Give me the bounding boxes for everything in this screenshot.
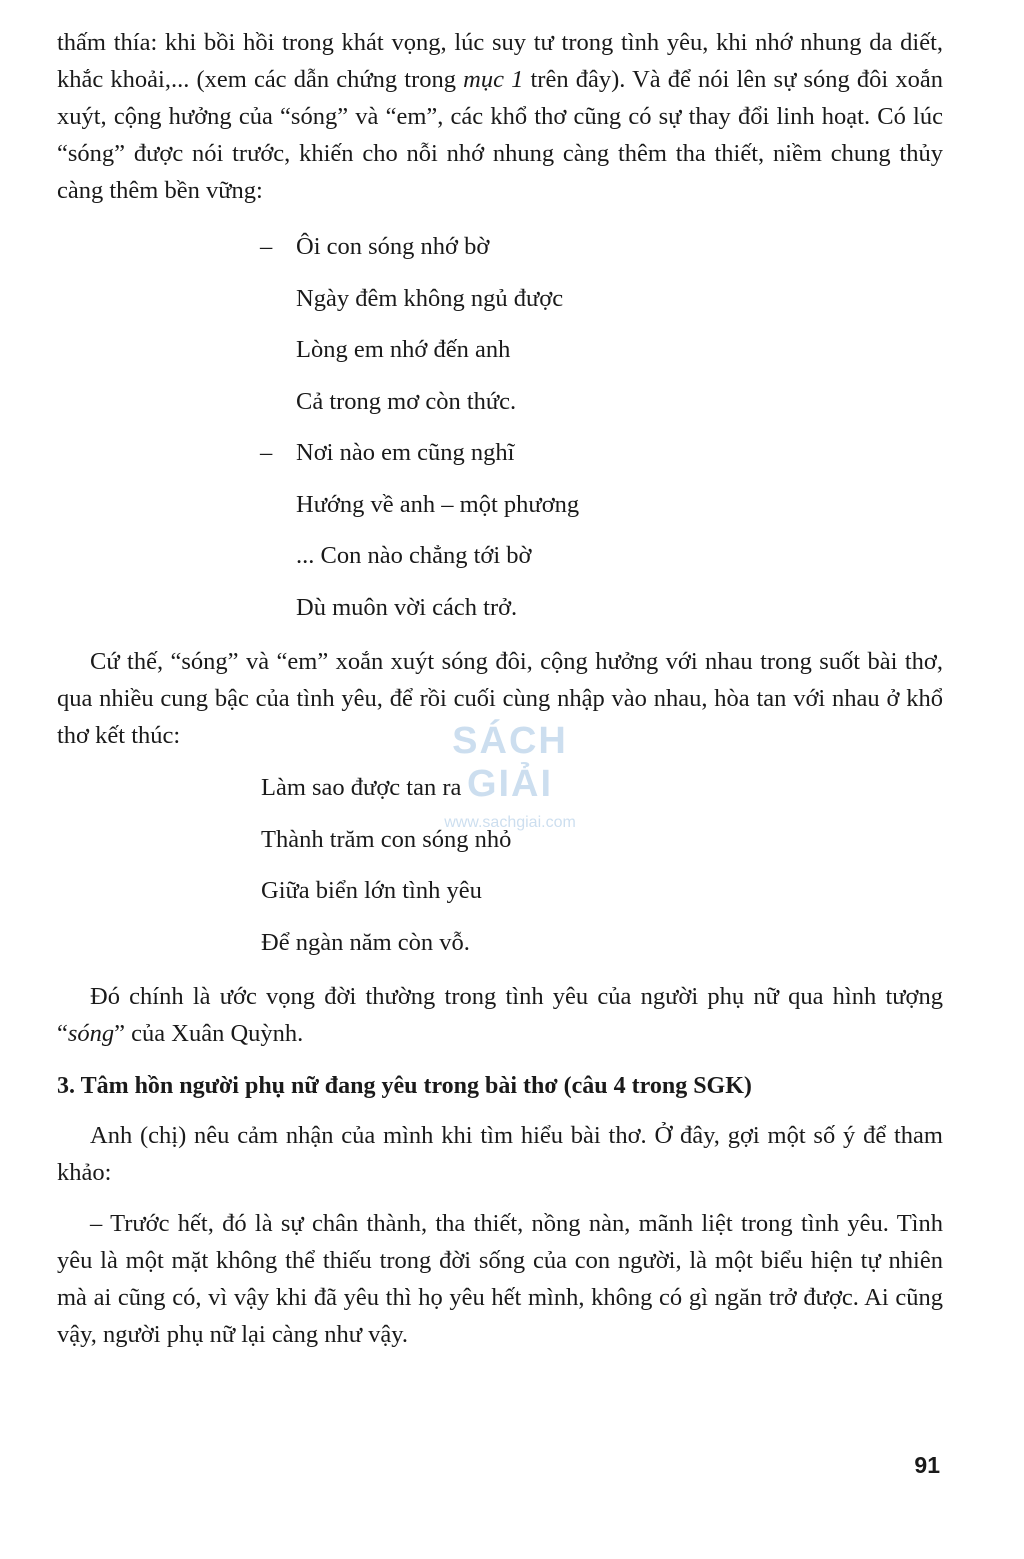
- poem-line: [296, 582, 943, 634]
- poem-line: [260, 221, 943, 273]
- paragraph-conclusion-text-b: ” của Xuân Quỳnh.: [114, 1020, 304, 1047]
- poem-line-text: Ngày đêm không ngủ được: [296, 284, 564, 312]
- poem-line: Để ngàn năm còn vỗ.: [261, 928, 470, 956]
- paragraph-point-1: – Trước hết, đó là sự chân thành, tha thiết, nồng nàn, mãnh liệt trong tình yêu. Tình yêu là một mặt không thể thiếu trong đời sống của con người, là một biểu hiện tự nhiên mà ai cũng có, vì vậy khi đã yêu thì họ yêu hết mình, không có gì ngăn trở được. Ai cũng vậy, người phụ nữ lại càng như vậy.: [57, 1210, 943, 1348]
- poem-line: Giữa biển lớn tình yêu: [261, 877, 482, 904]
- poem-line: [296, 530, 943, 582]
- paragraph-prompt: Anh (chị) nêu cảm nhận của mình khi tìm hiểu bài thơ. Ở đây, gợi một số ý để tham khảo:: [57, 1122, 943, 1186]
- paragraph-conclusion-emphasis: sóng: [67, 1020, 115, 1047]
- paragraph-conclusion-text-a: Đó chính là ước vọng đời thường trong tình yêu của người phụ nữ qua hình tượng “: [57, 983, 943, 1047]
- poem-line-text: Cả trong mơ còn thức.: [296, 387, 517, 415]
- poem-line-text: Lòng em nhớ đến anh: [296, 336, 511, 363]
- poem-line: [296, 479, 943, 531]
- watermark-logo: SÁCH GIẢI: [452, 720, 568, 805]
- poem-line-text: Ôi con sóng nhớ bờ: [296, 233, 490, 260]
- paragraph-intro-text-b: trên đây). Và để nói lên sự sóng đôi xoắn xuýt, cộng hưởng của “sóng” và “em”, các khổ thơ cũng có sự thay đổi linh hoạt. Có lúc “sóng” được nói trước, khiến cho nỗi nhớ nhung càng thêm tha thiết, niềm chung thủy càng thêm bền vững:: [57, 66, 944, 204]
- poem-line: [296, 376, 943, 428]
- paragraph-intro: [57, 24, 943, 209]
- poem-line-text: Dù muôn vời cách trở.: [296, 593, 518, 621]
- poem-line-text: Hướng về anh – một phương: [296, 490, 580, 518]
- paragraph-conclusion: [57, 978, 943, 1052]
- paragraph-intro-text-a: thấm thía: khi bồi hồi trong khát vọng, lúc suy tư trong tình yêu, khi nhớ nhung da diết, khắc khoải,... (xem các dẫn chứng trong: [57, 29, 943, 93]
- page-number: 91: [914, 1452, 940, 1478]
- poem-line: Thành trăm con sóng nhỏ: [261, 825, 512, 853]
- paragraph-intro-emphasis: mục 1: [463, 66, 524, 93]
- paragraph-sync: Cứ thế, “sóng” và “em” xoắn xuýt sóng đôi, cộng hưởng với nhau trong suốt bài thơ, qua nhiều cung bậc của tình yêu, để rồi cuối cùng nhập vào nhau, hòa tan với nhau ở khổ thơ kết thúc:: [57, 648, 943, 749]
- dash-marker: –: [260, 233, 273, 260]
- poem-line-text: ... Con nào chẳng tới bờ: [296, 542, 532, 569]
- dash-marker: –: [260, 439, 273, 466]
- poem-stanza-2: [261, 762, 943, 968]
- watermark-url: www.sachgiai.com: [444, 814, 576, 831]
- section-heading: 3. Tâm hồn người phụ nữ đang yêu trong bài thơ (câu 4 trong SGK): [57, 1073, 752, 1099]
- poem-line: [296, 273, 943, 325]
- poem-line: Làm sao được tan ra: [261, 774, 462, 801]
- poem-line-text: Nơi nào em cũng nghĩ: [296, 439, 515, 466]
- poem-line: [260, 427, 943, 479]
- poem-stanza-1: [260, 221, 943, 633]
- page-content: [57, 24, 943, 1353]
- poem-line: [296, 324, 943, 376]
